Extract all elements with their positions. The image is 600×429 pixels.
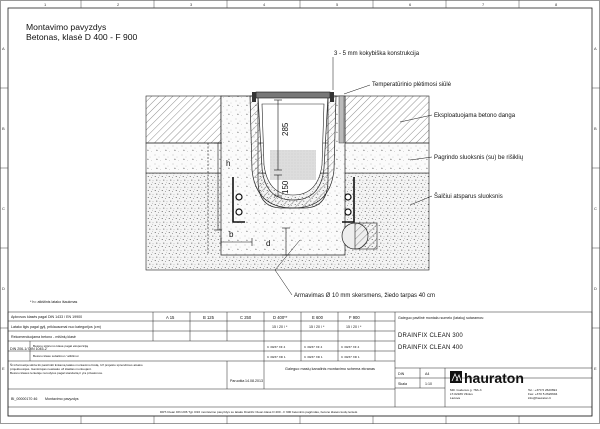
- dim-h-label: h: [226, 159, 231, 168]
- code1-e600: C 30/37 XF 4: [304, 345, 323, 349]
- footer-text: DRT-Clean DIN 206 Typ 0/16 montavimo pavyzdys su lataku Drainfix Clean klasė D 400 - F 900 betoninis pagrindas, betono klasės kodų lentelė: [160, 410, 358, 414]
- frame-row-a: A: [2, 46, 5, 51]
- table-row3-label: Rekomenduojama betono - mišinių klasė: [11, 335, 76, 339]
- table-remark-box: [10, 363, 150, 389]
- din-label: DIN: [398, 372, 405, 376]
- annotation-rebar: Armavimas Ø 10 mm skersmens, žiedo tarpas 40 cm: [294, 293, 436, 299]
- frame-col-3: 3: [190, 2, 193, 7]
- table-row2-label: Latako ilgis pagal gylį, priklausomai nuo kategorijos (cm): [11, 325, 101, 329]
- company-email: info@hauraton.lt: [528, 396, 551, 400]
- dim-285-label: 285: [281, 122, 290, 136]
- frame-row-b: B: [2, 126, 5, 131]
- frame-row-c: C: [2, 206, 5, 211]
- annotation-concrete-surface: Eksploatuojama betono danga: [434, 113, 516, 119]
- dim-150-label: 150: [281, 180, 290, 194]
- frame-col-4: 4: [263, 2, 266, 7]
- frame-row-e: E: [2, 366, 5, 371]
- table-row4-sub1: Betono stiprumo klasė pagal ekspoziciją: [33, 344, 89, 348]
- company-phone: Tel.: +370 5 2620694: [528, 388, 557, 392]
- table-row1-label: Apkrovos klasės pagal DIN 1433 / EN 19900: [11, 315, 83, 319]
- class-f900: F 900: [349, 315, 360, 320]
- channel-sediment: [270, 150, 316, 180]
- drain-pipe-body: [355, 223, 377, 249]
- depth-e600: 15 / 20 / *: [309, 325, 325, 329]
- class-b125: B 125: [203, 315, 214, 320]
- company-name: hauraton: [464, 370, 524, 386]
- company-fax: Fax: +370 5 2620694: [528, 392, 558, 396]
- frame-row-b-right: B: [594, 126, 597, 131]
- din-value: A4: [425, 372, 430, 376]
- drawing-subtitle: Betonas, klasė D 400 - F 900: [26, 32, 138, 42]
- class-c250: C 250: [240, 315, 252, 320]
- table-remark2: Betono klasės lentelėje nurodytos pagal standartą ir yra privalomos.: [10, 371, 103, 375]
- title-block-text: Galeguo masių kanalinis montavimo schema ekranas: [285, 367, 375, 371]
- annotation-frost-layer: Šalčiui atsparus sluoksnis: [434, 194, 503, 200]
- scale-label: Skala: [398, 382, 407, 386]
- expansion-seal: [339, 96, 344, 143]
- code1-d400: C 30/37 XF 4: [267, 345, 286, 349]
- drawing-title: Montavimo pavyzdys: [26, 22, 107, 32]
- table-remark: Ši informacija skirta tik pasirinkti tinkamą latako montavimo būdą. Už projekto sprendimus atsako projektuotojas. Gamintojas neatsako už klaidas montuojant.: [10, 363, 143, 371]
- frame-row-d: D: [2, 286, 5, 291]
- rebar-left-1: [236, 194, 242, 200]
- grating-frame-right: [330, 92, 334, 102]
- surface-slab-right: [345, 96, 429, 143]
- depth-d400: 15 / 20 / *: [272, 325, 288, 329]
- frame-row-d-right: D: [594, 286, 597, 291]
- surface-slab-left: [146, 96, 221, 143]
- code2-d400: C 30/37 XD 1: [267, 355, 286, 359]
- scale-value: 1:10: [425, 382, 432, 386]
- frame-col-1: 1: [44, 2, 47, 7]
- table-row4-sub2: Betono klasė sušalimui / atšilimui: [33, 354, 79, 358]
- grating: [256, 92, 330, 98]
- prepared-date: 14.08.2013: [245, 379, 263, 383]
- drawing-number: BI_00000170 46: [11, 397, 38, 401]
- frame-col-2: 2: [117, 2, 120, 7]
- rebar-left-2: [236, 209, 242, 215]
- class-a15: A 15: [166, 315, 175, 320]
- frame-row-e-right: E: [594, 366, 597, 371]
- prepared-label: Paruošta: [230, 379, 245, 383]
- rebar-right-1: [345, 194, 351, 200]
- frame-col-5: 5: [336, 2, 339, 7]
- drawing-note: * h= atkštinis latako išaukmas: [30, 300, 78, 304]
- dim-d-label: d: [266, 239, 271, 248]
- product-400: DRAINFIX CLEAN 400: [398, 345, 463, 351]
- title-block-text-box: [266, 367, 394, 387]
- company-address2: LT-02189 Vilnius: [450, 392, 473, 396]
- product-description: Galeguo pavilinė montažu sumelo (latakų) sutaramos:: [398, 316, 484, 320]
- product-300: DRAINFIX CLEAN 300: [398, 333, 463, 339]
- rebar-right-2: [345, 209, 351, 215]
- code2-e600: C 30/37 XD 1: [304, 355, 323, 359]
- class-d400: D 400**: [273, 315, 288, 320]
- depth-f900: 15 / 20 / *: [346, 325, 362, 329]
- company-address3: Lietuva: [450, 396, 460, 400]
- channel-inner: [262, 104, 324, 195]
- table-row4-label: DIN 206-1/ DIN 1045-2: [10, 347, 47, 351]
- annotation-seal: Temperatūrinio plėtimosi siūlė: [372, 82, 452, 88]
- frame-row-a-right: A: [594, 46, 597, 51]
- grating-frame-left: [252, 92, 256, 102]
- dim-b-label: b: [229, 230, 234, 239]
- code2-f900: C 30/37 XD 1: [341, 355, 360, 359]
- frame-col-8: 8: [555, 2, 558, 7]
- frame-col-6: 6: [409, 2, 412, 7]
- company-address1: Mill. Gudenus g. 78A-3: [450, 388, 482, 392]
- annotation-construction: 3 - 5 mm kokybiška konstrukcija: [334, 51, 420, 57]
- annotation-base-layer: Pagrindo sluoksnis (su) be rišiklių: [434, 155, 524, 161]
- code1-f900: C 30/37 XF 4: [341, 345, 360, 349]
- class-e600: E 600: [312, 315, 323, 320]
- frame-col-7: 7: [482, 2, 485, 7]
- frame-row-c-right: C: [594, 206, 597, 211]
- drawing-name: Montavimo pavyzdys: [45, 397, 79, 401]
